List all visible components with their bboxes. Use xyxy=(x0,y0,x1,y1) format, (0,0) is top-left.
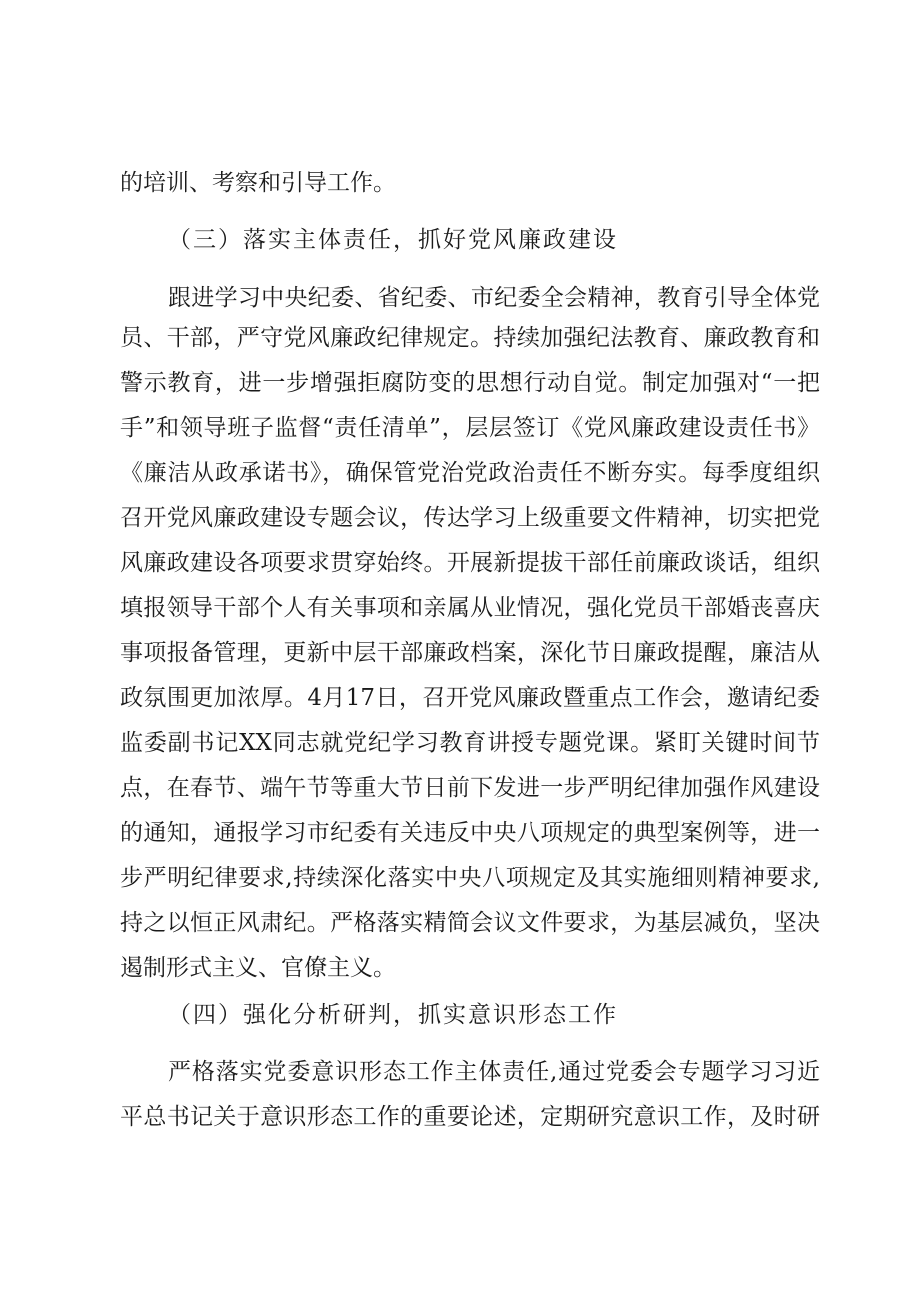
paragraph-line: 召开党风廉政建设专题会议，传达学习上级重要文件精神，切实把党 xyxy=(120,505,820,531)
paragraph-line: 的通知，通报学习市纪委有关违反中央八项规定的典型案例等，进一 xyxy=(120,820,820,846)
paragraph-line: 步严明纪律要求,持续深化落实中央八项规定及其实施细则精神要求, xyxy=(120,865,820,891)
section-heading-3: （三）落实主体责任，抓好党风廉政建设 xyxy=(168,227,618,253)
paragraph-line: 持之以恒正风肃纪。严格落实精简会议文件要求，为基层减负，坚决 xyxy=(120,910,820,936)
paragraph-line: 监委副书记XX同志就党纪学习教育讲授专题党课。紧盯关键时间节 xyxy=(120,730,820,756)
paragraph-line: 风廉政建设各项要求贯穿始终。开展新提拔干部任前廉政谈话，组织 xyxy=(120,550,820,576)
paragraph-line: 点，在春节、端午节等重大节日前下发进一步严明纪律加强作风建设 xyxy=(120,775,820,801)
paragraph-line: 跟进学习中央纪委、省纪委、市纪委全会精神，教育引导全体党 xyxy=(168,285,820,311)
paragraph-line: 员、干部，严守党风廉政纪律规定。持续加强纪法教育、廉政教育和 xyxy=(120,325,820,351)
paragraph-line: 平总书记关于意识形态工作的重要论述，定期研究意识工作，及时研 xyxy=(120,1104,820,1130)
paragraph-line: 遏制形式主义、官僚主义。 xyxy=(120,955,396,981)
paragraph-line: 事项报备管理，更新中层干部廉政档案，深化节日廉政提醒，廉洁从 xyxy=(120,640,820,666)
paragraph-line: 严格落实党委意识形态工作主体责任,通过党委会专题学习习近 xyxy=(168,1059,820,1085)
paragraph-line: 填报领导干部个人有关事项和亲属从业情况，强化党员干部婚丧喜庆 xyxy=(120,595,820,621)
paragraph-line: 政氛围更加浓厚。4月17日，召开党风廉政暨重点工作会，邀请纪委 xyxy=(120,685,820,711)
paragraph-line: 《廉洁从政承诺书》，确保管党治党政治责任不断夯实。每季度组织 xyxy=(120,460,820,486)
section-heading-4: （四）强化分析研判，抓实意识形态工作 xyxy=(168,1002,618,1028)
paragraph-line: 的培训、考察和引导工作。 xyxy=(120,170,396,196)
paragraph-line: 手”和领导班子监督“责任清单”，层层签订《党风廉政建设责任书》 xyxy=(120,415,820,441)
paragraph-line: 警示教育，进一步增强拒腐防变的思想行动自觉。制定加强对“一把 xyxy=(120,370,820,396)
